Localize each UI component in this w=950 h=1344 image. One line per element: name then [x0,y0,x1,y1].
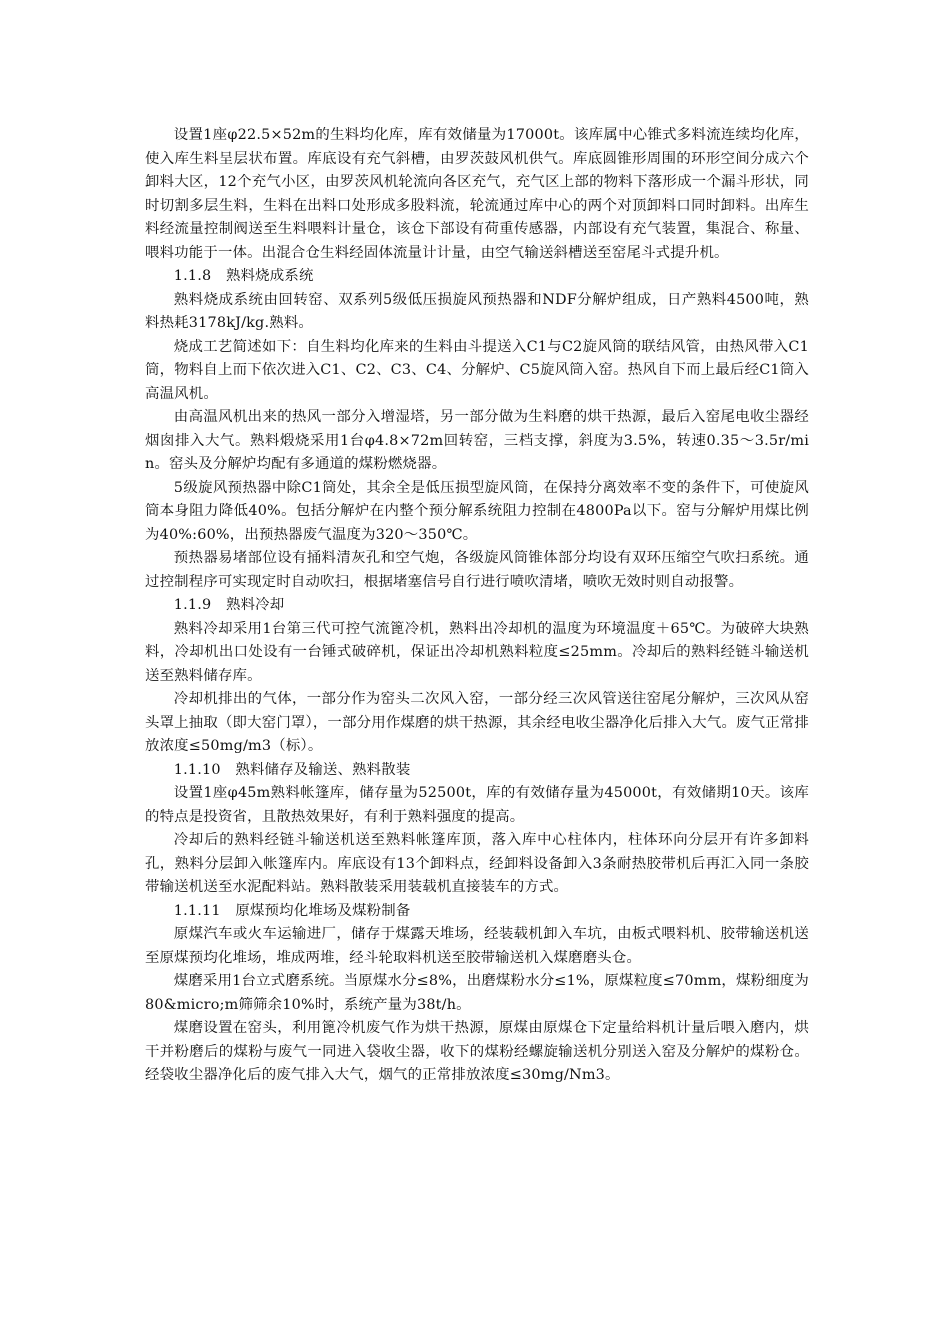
paragraph-clinker-transport: 冷却后的熟料经链斗输送机送至熟料帐篷库顶，落入库中心柱体内，柱体环向分层开有许多卸料孔，熟料分层卸入帐篷库内。库底设有13个卸料点，经卸料设备卸入3条耐热胶带机后再汇入同一条胶带输送机送至水泥配料站。熟料散装采用装载机直接装车的方式。 [145,832,809,895]
paragraph-raw-meal-homogenization: 设置1座φ22.5×52m的生料均化库，库有效储量为17000t。该库属中心锥式多料流连续均化库，使入库生料呈层状布置。库底设有充气斜槽，由罗茨鼓风机供气。库底圆锥形周围的环形空间分成六个卸料大区，12个充气小区，由罗茨风机轮流向各区充气，充气区上部的物料下落形成一个漏斗形状，同时切割多层生料，生料在出料口处形成多股料流，轮流通过库中心的两个对顶卸料口同时卸料。出库生料经流量控制阀送至生料喂料计量仓，该仓下部设有荷重传感器，内部设有充气装置，集混合、称量、喂料功能于一体。出混合仓生料经固体流量计计量，由空气输送斜槽送至窑尾斗式提升机。 [145,127,809,261]
paragraph-cooler: 熟料冷却采用1台第三代可控气流篦冷机，熟料出冷却机的温度为环境温度＋65℃。为破碎大块熟料，冷却机出口处设有一台锤式破碎机，保证出冷却机熟料粒度≤25mm。冷却后的熟料经链斗输送机送至熟料储存库。 [145,620,809,684]
paragraph-raw-coal: 原煤汽车或火车运输进厂，储存于煤露天堆场，经装载机卸入车坑，由板式喂料机、胶带输送机送至原煤预均化堆场，堆成两堆，经斗轮取料机送至胶带输送机入煤磨磨头仓。 [145,926,809,966]
section-heading-clinker-storage: 1.1.10 熟料储存及输送、熟料散装 [173,761,411,778]
paragraph-coal-mill: 煤磨采用1台立式磨系统。当原煤水分≤8%，出磨煤粉水分≤1%，原煤粒度≤70mm，煤粉细度为80&micro;m筛筛余10%时，系统产量为38t/h。 [145,973,809,1013]
paragraph-cooler-exhaust: 冷却机排出的气体，一部分作为窑头二次风入窑，一部分经三次风管送往窑尾分解炉，三次风从窑头罩上抽取（即大窑门罩），一部分用作煤磨的烘干热源，其余经电收尘器净化后排入大气。废气正常排放浓度≤50mg/m3（标）。 [145,691,809,754]
paragraph-cyclone-preheater: 5级旋风预热器中除C1筒处，其余全是低压损型旋风筒，在保持分离效率不变的条件下，可使旋风筒本身阻力降低40%。包括分解炉在内整个预分解系统阻力控制在4800Pa以下。窑与分解炉用煤比例为40%:60%，出预热器废气温度为320～350℃。 [145,479,809,543]
section-heading-clinker-burning: 1.1.8 熟料烧成系统 [173,268,314,284]
paragraph-burning-process: 烧成工艺简述如下：自生料均化库来的生料由斗提送入C1与C2旋风筒的联结风管，由热风带入C1筒，物料自上而下依次进入C1、C2、C3、C4、分解炉、C5旋风筒入窑。热风自下而上最后经C1筒入高温风机。 [145,338,809,402]
paragraph-preheater-cleaning: 预热器易堵部位设有捅料清灰孔和空气炮，各级旋风筒锥体部分均设有双环压缩空气吹扫系统。通过控制程序可实现定时自动吹扫，根据堵塞信号自行进行喷吹清堵，喷吹无效时则自动报警。 [145,550,809,590]
paragraph-coal-mill-location: 煤磨设置在窑头，利用篦冷机废气作为烘干热源，原煤由原煤仓下定量给料机计量后喂入磨内，烘干并粉磨后的煤粉与废气一同进入袋收尘器，收下的煤粉经螺旋输送机分别送入窑及分解炉的煤粉仓。经袋收尘器净化后的废气排入大气，烟气的正常排放浓度≤30mg/Nm3。 [145,1020,809,1083]
document-page [145,124,809,1088]
paragraph-hot-air-kiln: 由高温风机出来的热风一部分入增湿塔，另一部分做为生料磨的烘干热源，最后入窑尾电收尘器经烟囱排入大气。熟料煅烧采用1台φ4.8×72m回转窑，三档支撑，斜度为3.5%，转速0.35～3.5r/min。窑头及分解炉均配有多通道的煤粉燃烧器。 [145,409,809,472]
section-heading-clinker-cooling: 1.1.9 熟料冷却 [173,597,285,613]
section-heading-coal-preparation: 1.1.11 原煤预均化堆场及煤粉制备 [173,902,411,919]
paragraph-tent-storage: 设置1座φ45m熟料帐篷库，储存量为52500t，库的有效储存量为45000t，有效储期10天。该库的特点是投资省，且散热效果好，有利于熟料强度的提高。 [145,785,809,825]
paragraph-burning-system: 熟料烧成系统由回转窑、双系列5级低压损旋风预热器和NDF分解炉组成，日产熟料4500吨，熟料热耗3178kJ/kg.熟料。 [145,291,809,331]
